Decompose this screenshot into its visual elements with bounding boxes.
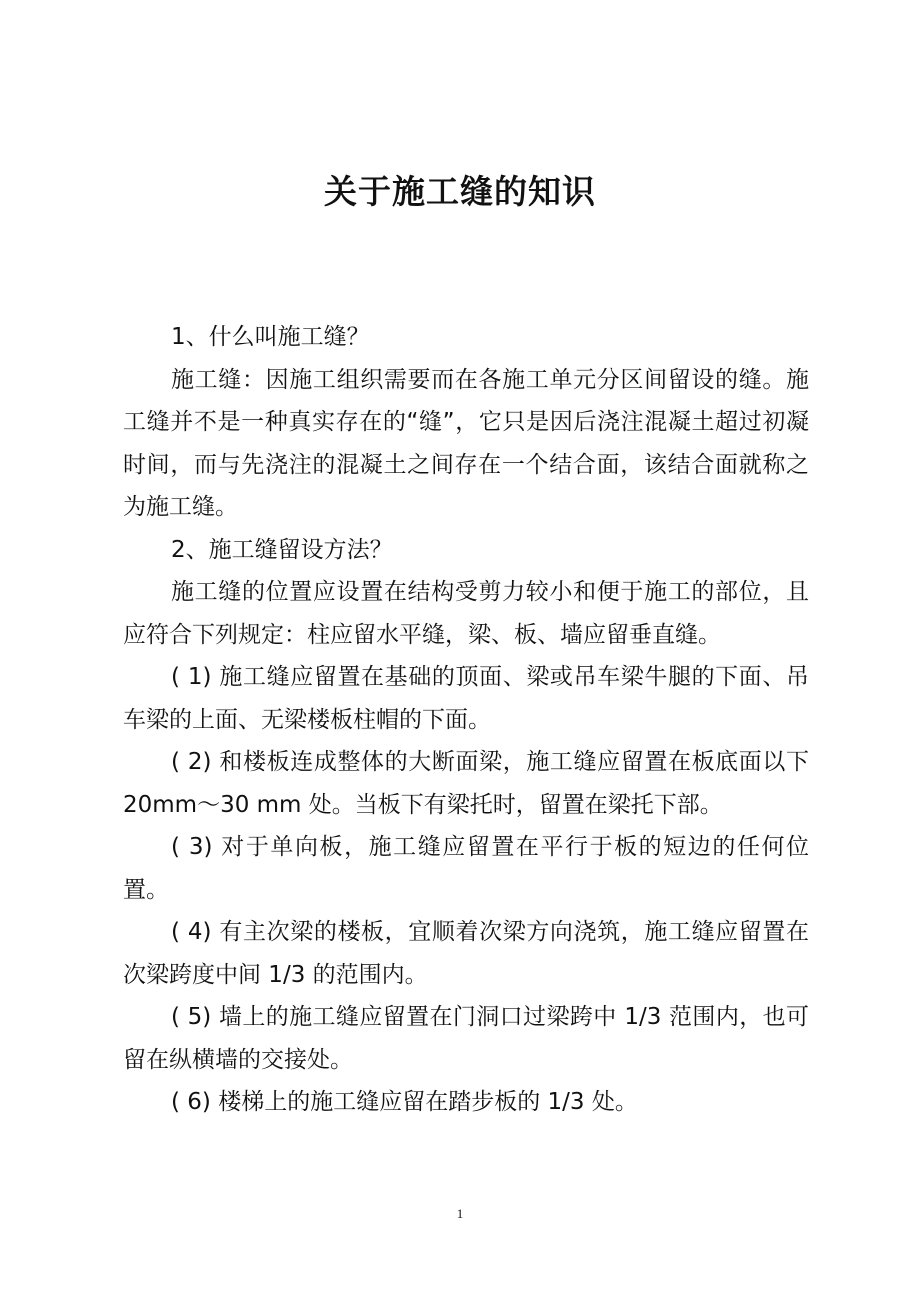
rule-item-6: ( 6) 楼梯上的施工缝应留在踏步板的 1/3 处。 <box>171 1089 638 1115</box>
rule-item-2: ( 2) 和楼板连成整体的大断面梁，施工缝应留置在板底面以下 20mm～30 mm 处。当板下有梁托时，留置在梁托下部。 <box>123 749 809 818</box>
rules-intro-paragraph: 施工缝的位置应设置在结构受剪力较小和便于施工的部位，且应符合下列规定：柱应留水平缝，梁、板、墙应留垂直缝。 <box>123 579 809 648</box>
rule-item-5: ( 5) 墙上的施工缝应留置在门洞口过梁跨中 1/3 范围内，也可留在纵横墙的交接处。 <box>123 1004 809 1073</box>
question-heading-2: 2、施工缝留设方法？ <box>171 536 393 563</box>
document-title: 关于施工缝的知识 <box>324 172 596 211</box>
definition-paragraph: 施工缝：因施工组织需要而在各施工单元分区间留设的缝。施工缝并不是一种真实存在的“缝”，它只是因后浇注混凝土超过初凝时间，而与先浇注的混凝土之间存在一个结合面，该结合面就称之为施工缝。 <box>123 366 809 520</box>
document-body <box>123 316 809 1124</box>
rule-item-1: ( 1) 施工缝应留置在基础的顶面、梁或吊车梁牛腿的下面、吊车梁的上面、无梁楼板柱帽的下面。 <box>123 664 809 733</box>
question-heading-1: 1、什么叫施工缝？ <box>171 324 370 350</box>
page-number: 1 <box>456 1206 464 1221</box>
rule-item-3: ( 3) 对于单向板，施工缝应留置在平行于板的短边的任何位置。 <box>123 834 809 903</box>
rule-item-4: ( 4) 有主次梁的楼板，宜顺着次梁方向浇筑，施工缝应留置在次梁跨度中间 1/3 的范围内。 <box>123 919 809 988</box>
